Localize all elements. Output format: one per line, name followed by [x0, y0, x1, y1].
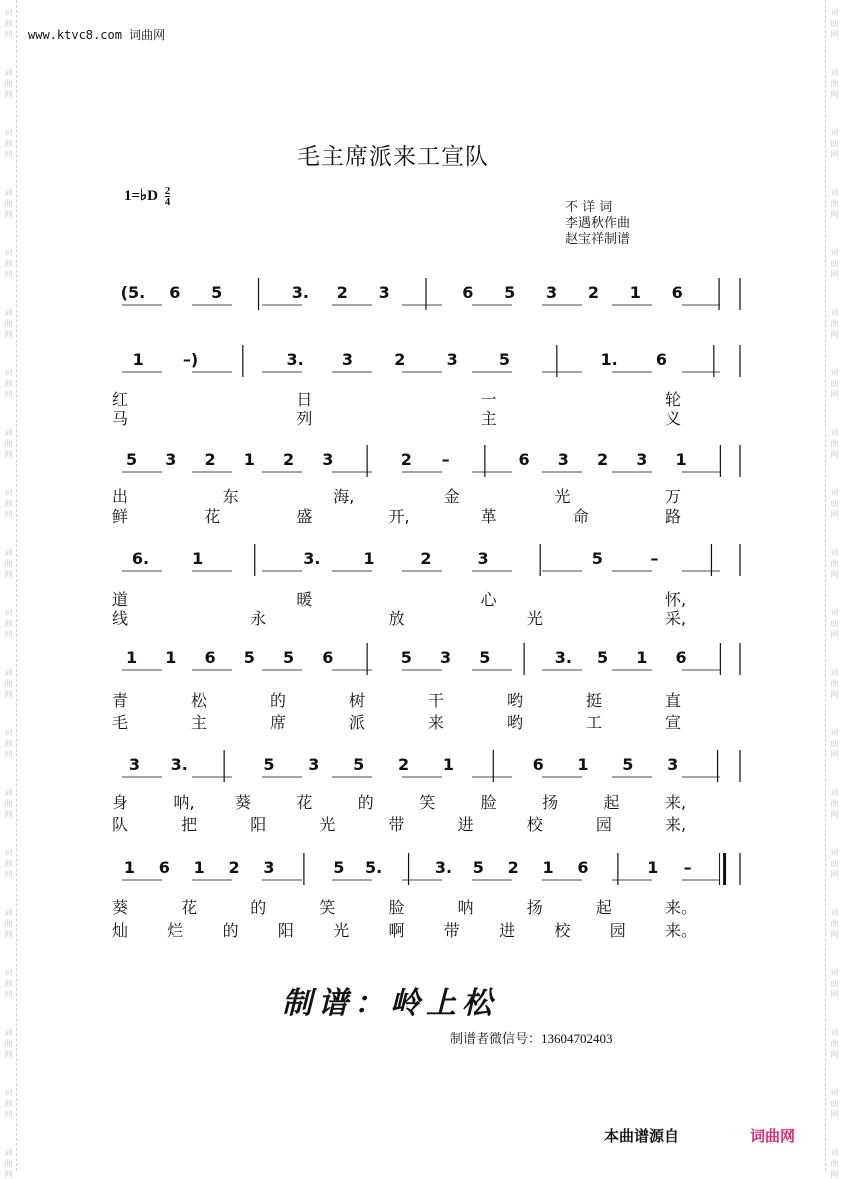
note: 5: [479, 648, 491, 667]
watermark-glyph: 词: [4, 128, 13, 137]
lyric-verse-1: 脸: [388, 898, 405, 917]
watermark-glyph: 词: [4, 968, 13, 977]
watermark-glyph: 词: [4, 608, 13, 617]
watermark-glyph: 曲: [830, 79, 839, 88]
lyric-verse-1: 的: [270, 691, 287, 710]
watermark-glyph: 曲: [830, 199, 839, 208]
note: 1: [442, 755, 454, 774]
note: 1: [192, 549, 204, 568]
watermark-glyph: 曲: [4, 379, 13, 388]
note: 5: [126, 450, 138, 469]
lyric-verse-1: 红: [112, 390, 129, 409]
lyric-verse-1: 的: [357, 793, 374, 812]
watermark-glyph: 词: [4, 908, 13, 917]
lyric-verse-1: 扬: [542, 793, 559, 812]
watermark-glyph: 网: [4, 990, 13, 999]
watermark-glyph: 曲: [4, 739, 13, 748]
note: 1: [165, 648, 177, 667]
lyric-verse-2: 来: [428, 713, 445, 732]
note: 3: [322, 450, 334, 469]
note: 5: [243, 648, 255, 667]
note: 6: [204, 648, 216, 667]
lyric-verse-2: 花: [204, 507, 221, 526]
watermark-glyph: 曲: [830, 319, 839, 328]
note: 2: [507, 858, 519, 877]
watermark-glyph: 网: [4, 570, 13, 579]
credit-composer: 李遇秋作曲: [565, 216, 631, 231]
lyric-verse-1: 松: [191, 691, 208, 710]
watermark-glyph: 曲: [830, 499, 839, 508]
song-title: 毛主席派来工宣队: [297, 144, 489, 170]
watermark-glyph: 网: [830, 930, 839, 939]
note: 3: [263, 858, 275, 877]
watermark-glyph: 词: [4, 668, 13, 677]
lyric-verse-1: 笑: [319, 898, 336, 917]
note: 3: [165, 450, 177, 469]
watermark-glyph: 词: [4, 548, 13, 557]
lyric-verse-2: 阳: [250, 815, 267, 834]
watermark-glyph: 词: [4, 188, 13, 197]
watermark-glyph: 词: [830, 488, 839, 497]
note: 6.: [131, 549, 150, 568]
note: 6: [675, 648, 687, 667]
watermark-glyph: 网: [830, 390, 839, 399]
watermark-glyph: 曲: [4, 679, 13, 688]
watermark-glyph: 词: [830, 68, 839, 77]
watermark-glyph: 曲: [4, 919, 13, 928]
note: 5: [622, 755, 634, 774]
watermark-glyph: 网: [4, 150, 13, 159]
lyric-verse-1: 起: [603, 793, 620, 812]
watermark-glyph: 词: [4, 428, 13, 437]
watermark-glyph: 曲: [830, 139, 839, 148]
note: 5: [504, 283, 516, 302]
watermark-glyph: 网: [4, 750, 13, 759]
credit-transcriber: 赵宝祥制谱: [565, 232, 631, 247]
lyric-verse-2: 席: [270, 713, 287, 732]
note: 1: [636, 648, 648, 667]
watermark-glyph: 曲: [830, 859, 839, 868]
note: 3: [378, 283, 390, 302]
watermark-glyph: 词: [830, 728, 839, 737]
note: 1: [647, 858, 659, 877]
note: 3: [477, 549, 489, 568]
note: 1.: [600, 350, 618, 369]
lyric-verse-1: 怀,: [665, 590, 687, 609]
lyric-verse-2: 阳: [277, 921, 294, 940]
lyric-verse-2: 开,: [388, 507, 410, 526]
watermark-glyph: 曲: [830, 19, 839, 28]
lyric-verse-1: 日: [296, 390, 313, 409]
watermark-glyph: 曲: [830, 379, 839, 388]
note: 1: [193, 858, 205, 877]
note: 3: [440, 648, 452, 667]
watermark-glyph: 曲: [830, 1159, 839, 1168]
lyric-verse-2: 采,: [665, 609, 687, 628]
watermark-glyph: 词: [830, 128, 839, 137]
watermark-glyph: 网: [830, 1110, 839, 1119]
watermark-glyph: 曲: [830, 1099, 839, 1108]
lyric-verse-1: 海,: [333, 487, 355, 506]
key-label: 1=♭D: [124, 188, 158, 204]
lyric-verse-1: 一: [480, 390, 497, 409]
watermark-glyph: 词: [830, 188, 839, 197]
note: 3.: [434, 858, 453, 877]
note: 3: [546, 283, 558, 302]
lyric-verse-2: 义: [665, 409, 682, 428]
watermark-glyph: 曲: [830, 559, 839, 568]
note: 6: [462, 283, 474, 302]
watermark-glyph: 词: [4, 788, 13, 797]
note: 5.: [365, 858, 383, 877]
watermark-glyph: 网: [830, 630, 839, 639]
lyric-verse-2: 线: [112, 609, 129, 628]
lyric-verse-2: 命: [572, 507, 589, 526]
lyric-verse-2: 放: [388, 609, 405, 628]
watermark-glyph: 曲: [4, 1039, 13, 1048]
watermark-glyph: 网: [830, 270, 839, 279]
note: 3.: [170, 755, 188, 774]
note: 2: [336, 283, 348, 302]
watermark-glyph: 网: [830, 450, 839, 459]
watermark-glyph: 网: [830, 810, 839, 819]
note: 3.: [554, 648, 572, 667]
lyric-verse-2: 光: [319, 815, 336, 834]
note: 5: [211, 283, 223, 302]
lyric-verse-2: 宣: [665, 713, 682, 732]
note: 5: [283, 648, 295, 667]
note: 2: [283, 450, 295, 469]
note: 3: [667, 755, 679, 774]
watermark-glyph: 词: [830, 1028, 839, 1037]
lyric-verse-1: 出: [112, 487, 129, 506]
lyric-verse-2: 毛: [112, 713, 129, 732]
lyric-verse-2: 带: [388, 815, 405, 834]
lyric-verse-2: 进: [457, 815, 474, 834]
lyric-verse-2: 盛: [296, 507, 313, 526]
note: 1: [123, 858, 136, 877]
watermark-glyph: 网: [4, 630, 13, 639]
note: 3: [128, 755, 140, 774]
lyric-verse-1: 轮: [665, 390, 682, 409]
note: 2: [587, 283, 600, 302]
lyric-verse-1: 呐: [457, 898, 474, 917]
lyric-verse-1: 光: [554, 487, 571, 506]
lyric-verse-1: 脸: [480, 793, 497, 812]
watermark-glyph: 曲: [830, 979, 839, 988]
note: 5: [591, 549, 603, 568]
lyric-verse-1: 笑: [419, 793, 436, 812]
watermark-glyph: 词: [830, 668, 839, 677]
note: 2: [597, 450, 609, 469]
watermark-glyph: 词: [4, 1028, 13, 1037]
lyric-verse-1: 哟: [507, 691, 524, 710]
watermark-glyph: 曲: [4, 199, 13, 208]
watermark-glyph: 网: [830, 330, 839, 339]
note: –): [182, 350, 199, 369]
watermark-glyph: 网: [4, 450, 13, 459]
note: 6: [158, 858, 170, 877]
watermark-glyph: 词: [830, 848, 839, 857]
note: 5: [263, 755, 275, 774]
lyric-verse-2: 马: [112, 409, 129, 428]
note: 3: [446, 350, 458, 369]
lyric-verse-2: 校: [554, 921, 571, 940]
watermark-glyph: 词: [830, 1148, 839, 1157]
lyric-verse-2: 队: [112, 815, 129, 834]
note: 1: [675, 450, 687, 469]
watermark-glyph: 曲: [830, 259, 839, 268]
note: –: [650, 549, 659, 568]
note: 6: [532, 755, 544, 774]
watermark-glyph: 词: [4, 68, 13, 77]
time-top: 2: [164, 185, 171, 198]
note: (5.: [120, 283, 146, 302]
note: 6: [518, 450, 530, 469]
watermark-glyph: 曲: [4, 439, 13, 448]
watermark-glyph: 网: [830, 1050, 839, 1059]
watermark-glyph: 曲: [4, 79, 13, 88]
watermark-glyph: 词: [4, 1148, 13, 1157]
lyric-verse-2: 主: [191, 713, 208, 732]
lyric-verse-2: 园: [609, 921, 626, 940]
note: 6: [671, 283, 683, 302]
watermark-glyph: 网: [4, 690, 13, 699]
watermark-glyph: 曲: [830, 919, 839, 928]
lyric-verse-2: 烂: [167, 921, 184, 940]
watermark-glyph: 网: [4, 1050, 13, 1059]
lyric-verse-1: 树: [349, 691, 366, 710]
watermark-glyph: 网: [4, 30, 13, 39]
lyric-verse-2: 带: [443, 921, 460, 940]
lyric-verse-1: 身: [112, 793, 129, 812]
lyric-verse-1: 万: [665, 487, 682, 506]
note: 3: [557, 450, 569, 469]
watermark-glyph: 曲: [830, 439, 839, 448]
lyric-verse-1: 花: [181, 898, 198, 917]
lyric-verse-1: 来。: [665, 898, 698, 917]
note: –: [441, 450, 450, 469]
note: 2: [398, 755, 410, 774]
note: 5: [597, 648, 609, 667]
lyric-verse-1: 东: [222, 487, 239, 506]
watermark-glyph: 曲: [4, 799, 13, 808]
lyric-verse-2: 哟: [507, 713, 524, 732]
note: 2: [400, 450, 412, 469]
watermark-glyph: 网: [4, 810, 13, 819]
lyric-verse-2: 进: [499, 921, 516, 940]
lyric-verse-1: 葵: [112, 898, 129, 917]
lyric-verse-1: 呐,: [173, 793, 195, 812]
watermark-glyph: 网: [830, 90, 839, 99]
lyric-verse-2: 校: [526, 815, 543, 834]
lyric-verse-2: 啊: [388, 921, 405, 940]
lyric-verse-1: 道: [112, 590, 129, 609]
lyric-verse-1: 金: [443, 487, 460, 506]
watermark-glyph: 曲: [830, 619, 839, 628]
watermark-glyph: 曲: [830, 799, 839, 808]
watermark-glyph: 网: [830, 690, 839, 699]
watermark-glyph: 曲: [4, 979, 13, 988]
lyric-verse-1: 心: [480, 590, 497, 609]
lyric-verse-2: 把: [181, 815, 198, 834]
site-name: 词曲网: [129, 28, 166, 42]
watermark-glyph: 曲: [4, 559, 13, 568]
watermark-glyph: 曲: [4, 859, 13, 868]
watermark-glyph: 曲: [4, 319, 13, 328]
note: 3: [341, 350, 354, 369]
note: 3: [636, 450, 648, 469]
lyric-verse-1: 挺: [586, 691, 603, 710]
watermark-glyph: 词: [830, 428, 839, 437]
watermark-glyph: 词: [4, 1088, 13, 1097]
watermark-glyph: 词: [830, 788, 839, 797]
watermark-glyph: 曲: [4, 139, 13, 148]
watermark-glyph: 词: [4, 8, 13, 17]
lyric-verse-2: 工: [586, 713, 603, 732]
watermark-glyph: 网: [4, 930, 13, 939]
watermark-glyph: 网: [4, 210, 13, 219]
watermark-glyph: 词: [830, 548, 839, 557]
lyric-verse-1: 直: [665, 691, 682, 710]
transcriber-signature: 制谱：岭上松: [282, 986, 498, 1021]
lyric-verse-1: 暖: [296, 590, 313, 609]
watermark-glyph: 词: [830, 968, 839, 977]
watermark-glyph: 曲: [4, 619, 13, 628]
watermark-glyph: 网: [830, 750, 839, 759]
lyric-verse-1: 葵: [234, 793, 251, 812]
watermark-glyph: 曲: [4, 1159, 13, 1168]
watermark-glyph: 词: [4, 728, 13, 737]
watermark-glyph: 词: [4, 248, 13, 257]
watermark-glyph: 曲: [830, 739, 839, 748]
note: 3.: [303, 549, 321, 568]
watermark-glyph: 网: [4, 1110, 13, 1119]
watermark-glyph: 网: [830, 150, 839, 159]
watermark-glyph: 网: [4, 1170, 13, 1179]
lyric-verse-1: 起: [595, 898, 612, 917]
note: 2: [394, 350, 406, 369]
note: 1: [132, 350, 144, 369]
watermark-glyph: 网: [4, 870, 13, 879]
watermark-glyph: 网: [4, 510, 13, 519]
lyric-verse-2: 来。: [665, 921, 698, 940]
lyric-verse-2: 光: [526, 609, 543, 628]
lyric-verse-1: 青: [112, 691, 129, 710]
note: 3: [308, 755, 320, 774]
lyric-verse-2: 的: [222, 921, 239, 940]
note: 5: [400, 648, 412, 667]
watermark-glyph: 词: [4, 368, 13, 377]
watermark-glyph: 网: [830, 870, 839, 879]
watermark-glyph: 网: [4, 330, 13, 339]
note: 6: [322, 648, 334, 667]
brand-link[interactable]: 词曲网: [750, 1127, 796, 1145]
note: 2: [420, 549, 432, 568]
note: 6: [655, 350, 668, 369]
note: 5: [333, 858, 345, 877]
watermark-glyph: 网: [830, 210, 839, 219]
lyric-verse-2: 光: [333, 921, 350, 940]
note: 1: [629, 283, 641, 302]
note: 6: [577, 858, 589, 877]
lyric-verse-2: 革: [480, 507, 497, 526]
watermark-glyph: 词: [830, 608, 839, 617]
note: 1: [577, 755, 589, 774]
watermark-glyph: 网: [4, 90, 13, 99]
note: 2: [204, 450, 216, 469]
note: 1: [542, 858, 554, 877]
watermark-glyph: 词: [830, 908, 839, 917]
watermark-glyph: 词: [4, 308, 13, 317]
lyric-verse-2: 来,: [665, 815, 687, 834]
note: 2: [228, 858, 240, 877]
wechat-contact: 制谱者微信号：13604702403: [450, 1031, 613, 1046]
note: 3.: [291, 283, 310, 302]
watermark-glyph: 曲: [4, 19, 13, 28]
lyric-verse-1: 来,: [665, 793, 687, 812]
lyric-verse-2: 路: [665, 507, 682, 526]
time-bottom: 4: [164, 196, 171, 209]
credit-lyricist: 不 详 词: [565, 200, 613, 215]
watermark-glyph: 词: [830, 308, 839, 317]
note: 6: [169, 283, 181, 302]
watermark-glyph: 词: [830, 8, 839, 17]
watermark-glyph: 曲: [4, 259, 13, 268]
note: 1: [126, 648, 138, 667]
watermark-glyph: 词: [4, 488, 13, 497]
watermark-glyph: 网: [830, 990, 839, 999]
lyric-verse-2: 园: [595, 815, 612, 834]
watermark-glyph: 曲: [830, 679, 839, 688]
lyric-verse-2: 永: [250, 609, 267, 628]
source-label: 本曲谱源自: [604, 1127, 680, 1145]
watermark-glyph: 词: [830, 248, 839, 257]
lyric-verse-2: 主: [480, 409, 497, 428]
lyric-verse-2: 鲜: [112, 507, 129, 526]
watermark-glyph: 网: [830, 30, 839, 39]
note: 3.: [286, 350, 304, 369]
watermark-glyph: 曲: [4, 499, 13, 508]
watermark-glyph: 网: [830, 570, 839, 579]
lyric-verse-1: 的: [250, 898, 267, 917]
note: 1: [243, 450, 255, 469]
lyric-verse-2: 列: [296, 409, 313, 428]
site-url[interactable]: www.ktvc8.com: [28, 28, 122, 42]
watermark-glyph: 曲: [830, 1039, 839, 1048]
watermark-glyph: 网: [830, 1170, 839, 1179]
lyric-verse-2: 派: [349, 713, 366, 732]
note: 1: [363, 549, 375, 568]
watermark-glyph: 网: [4, 270, 13, 279]
lyric-verse-2: 灿: [112, 921, 129, 940]
watermark-glyph: 曲: [4, 1099, 13, 1108]
note: 5: [472, 858, 484, 877]
note: 5: [498, 350, 511, 369]
lyric-verse-1: 花: [296, 793, 313, 812]
watermark-glyph: 网: [830, 510, 839, 519]
lyric-verse-1: 干: [428, 691, 445, 710]
watermark-glyph: 词: [830, 1088, 839, 1097]
watermark-glyph: 网: [4, 390, 13, 399]
watermark-glyph: 词: [4, 848, 13, 857]
lyric-verse-1: 扬: [526, 898, 543, 917]
note: –: [683, 858, 692, 877]
watermark-glyph: 词: [830, 368, 839, 377]
note: 5: [353, 755, 365, 774]
